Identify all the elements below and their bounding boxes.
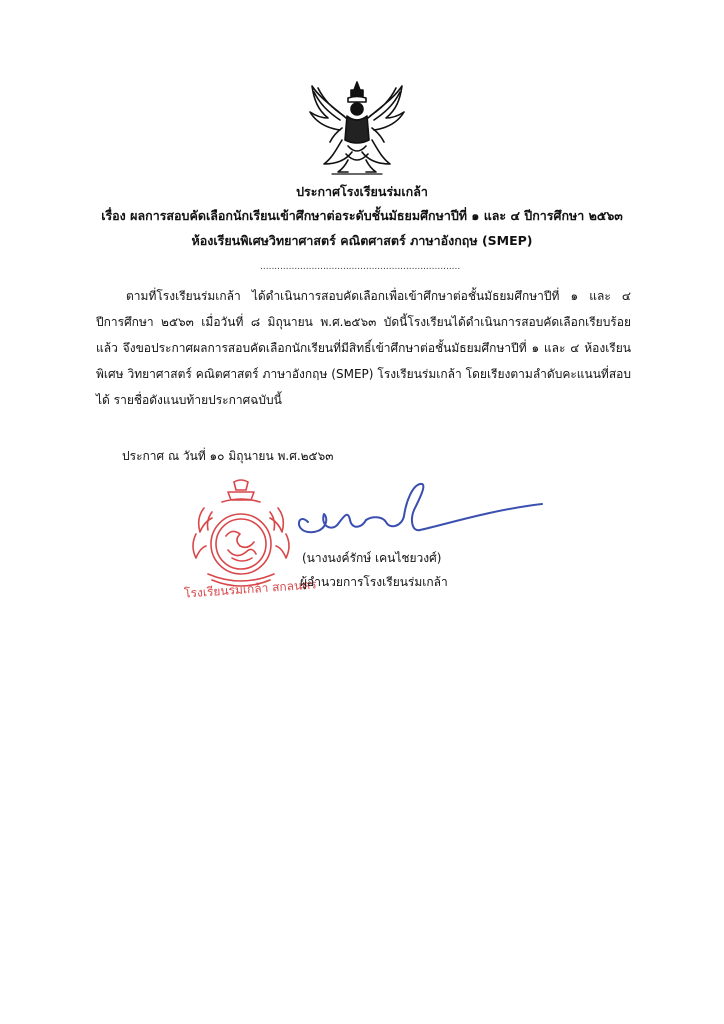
announcement-date: ประกาศ ณ วันที่ ๑๐ มิถุนายน พ.ศ.๒๕๖๓ bbox=[122, 449, 334, 463]
signer-position: ผู้อำนวยการโรงเรียนร่มเกล้า bbox=[300, 575, 448, 589]
announcement-subject-line2: ห้องเรียนพิเศษวิทยาศาสตร์ คณิตศาสตร์ ภาษาอังกฤษ (SMEP) bbox=[191, 233, 533, 248]
body-line: ได้ รายชื่อดังแนบท้ายประกาศฉบับนี้ bbox=[96, 393, 282, 407]
body-paragraph bbox=[96, 283, 631, 413]
seal-caption: โรงเรียนร่มเกล้า สกลนคร bbox=[183, 577, 318, 601]
body-line: ปีการศึกษา ๒๕๖๓ เมื่อวันที่ ๘ มิถุนายน พ.ศ.๒๕๖๓ บัดนี้โรงเรียนได้ดำเนินการสอบคัดเลือกเรียบร้อย bbox=[96, 315, 631, 329]
garuda-emblem-icon bbox=[302, 76, 412, 180]
body-line: ตามที่โรงเรียนร่มเกล้า ได้ดำเนินการสอบคัดเลือกเพื่อเข้าศึกษาต่อชั้นมัธยมศึกษาปีที่ ๑ และ ๔ bbox=[126, 289, 631, 303]
body-line: พิเศษ วิทยาศาสตร์ คณิตศาสตร์ ภาษาอังกฤษ (SMEP) โรงเรียนร่มเกล้า โดยเรียงตามลำดับคะแนนที่สอบ bbox=[96, 367, 631, 381]
body-line: แล้ว จึงขอประกาศผลการสอบคัดเลือกนักเรียนที่มีสิทธิ์เข้าศึกษาต่อชั้นมัธยมศึกษาปีที่ ๑ และ ๔ ห้องเรียน bbox=[96, 341, 631, 355]
announcement-subject: เรื่อง ผลการสอบคัดเลือกนักเรียนเข้าศึกษาต่อระดับชั้นมัธยมศึกษาปีที่ ๑ และ ๔ ปีการศึกษา ๒๕๖๓ bbox=[101, 208, 623, 223]
signer-name: (นางนงค์รักษ์ เคนไชยวงศ์) bbox=[302, 551, 442, 565]
dotted-separator: ...................................................................... bbox=[260, 262, 461, 272]
signature bbox=[290, 476, 550, 556]
announcement-title: ประกาศโรงเรียนร่มเกล้า bbox=[296, 184, 428, 199]
